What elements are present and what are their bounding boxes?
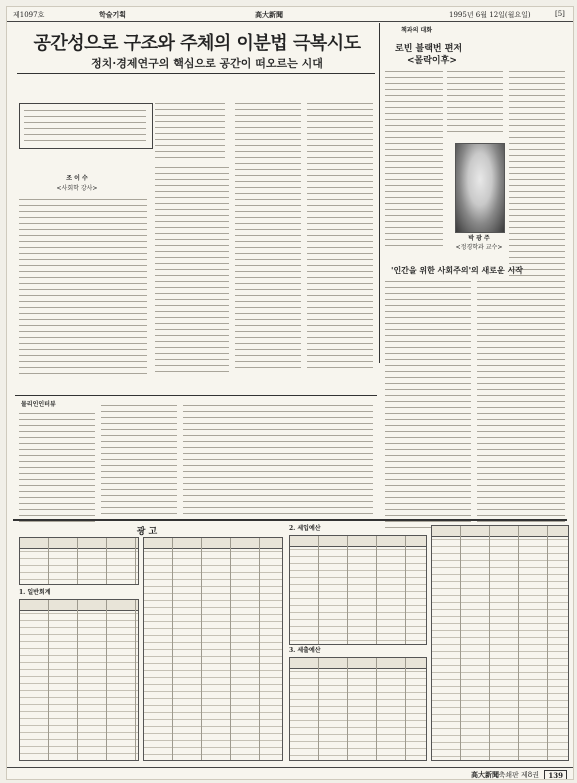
table-1-title: 1. 일반회계 — [19, 589, 51, 596]
table-3-title: 3. 세출예산 — [289, 647, 321, 654]
sidebar-subhead: '인간을 위한 사회주의'의 새로운 시작 — [391, 265, 523, 275]
title-rule — [17, 73, 375, 74]
interview-label: 물리인인터뷰 — [21, 401, 56, 408]
interview-column-3 — [183, 405, 373, 525]
footer-masthead: 高大新聞 — [471, 770, 499, 779]
feature-subtitle: 정치·경제연구의 핵심으로 공간이 떠오르는 시대 — [91, 57, 323, 70]
page-header — [7, 7, 573, 22]
budget-table-right — [431, 525, 569, 761]
expenditure-table — [289, 657, 427, 761]
interview-column-1 — [19, 413, 95, 527]
publication-date: 1995년 6월 12일(월요일) — [449, 11, 531, 19]
photo-role: <정경학과 교수> — [455, 244, 503, 251]
sidebar-divider — [379, 23, 380, 363]
notice-label: 광 고 — [136, 527, 158, 537]
footer-edition: 축쇄판 제8권 — [498, 771, 539, 779]
sidebar-column-2 — [447, 71, 503, 137]
sidebar-column-1 — [385, 71, 443, 251]
author-role: <사회학 강사> — [56, 185, 98, 192]
masthead: 高大新聞 — [255, 10, 283, 19]
budget-table-2 — [143, 537, 283, 761]
author-photo — [455, 143, 505, 233]
feature-column-3 — [235, 103, 301, 373]
lower-right-column-2 — [477, 281, 565, 533]
newspaper-page — [6, 6, 574, 780]
summary-box — [19, 103, 153, 149]
lower-right-column-1 — [385, 281, 471, 533]
photo-caption: 박 광 주 — [468, 235, 490, 242]
feature-column-2a — [155, 103, 225, 163]
page-footer — [7, 767, 573, 780]
sidebar-label: 책과의 대화 — [401, 27, 433, 34]
notice-rule — [13, 519, 567, 521]
feature-column-2 — [155, 167, 229, 377]
author-name: 조 이 수 — [66, 175, 88, 182]
interview-column-2 — [101, 405, 177, 525]
footer-page-number: 139 — [544, 770, 567, 780]
feature-title: 공간성으로 구조와 주체의 이분법 극복시도 — [33, 33, 361, 54]
feature-column-4 — [307, 103, 373, 373]
section-name: 학술기획 — [99, 10, 127, 19]
budget-table-1 — [19, 599, 139, 761]
budget-summary-table — [19, 537, 139, 585]
issue-number: 제1097호 — [13, 11, 45, 19]
feature-column-1 — [19, 199, 147, 379]
table-2-title: 2. 세입예산 — [289, 525, 321, 532]
sidebar-title: 로빈 블랙번 편저 — [395, 44, 463, 54]
sidebar-book: <몰락이후> — [407, 56, 457, 66]
page-marker: [5] — [555, 10, 565, 18]
section-rule — [15, 395, 377, 396]
revenue-table — [289, 535, 427, 645]
